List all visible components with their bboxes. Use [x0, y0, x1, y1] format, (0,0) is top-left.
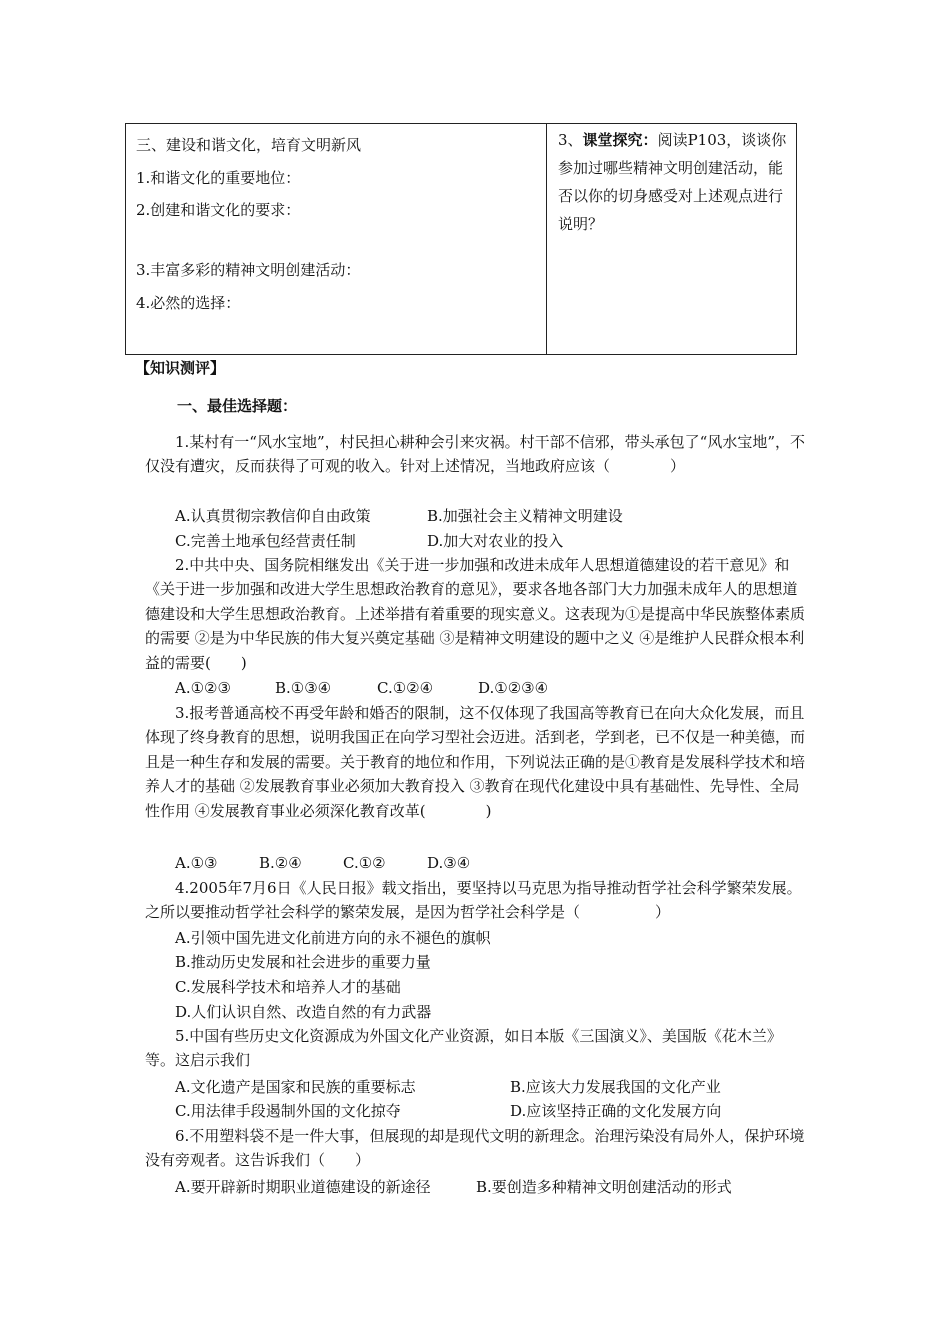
question-6: 6.不用塑料袋不是一件大事，但展现的却是现代文明的新理念。治理污染没有局外人，保护环境没有旁观者。这告诉我们（ ）	[145, 1127, 805, 1170]
option-d: D.③④	[427, 854, 471, 872]
inquiry-label: 课堂探究：	[582, 131, 658, 149]
section-title: 【知识测评】	[135, 359, 226, 377]
question-5: 5.中国有些历史文化资源成为外国文化产业资源，如日本版《三国演义》、美国版《花木兰》等。这启示我们	[145, 1027, 782, 1070]
subsection-title: 一、最佳选择题：	[177, 397, 298, 415]
inquiry-number: 3、	[558, 131, 583, 149]
option-a: A.引领中国先进文化前进方向的永不褪色的旗帜	[175, 929, 491, 947]
option-d: D.①②③④	[478, 679, 549, 697]
option-d: D.加大对农业的投入	[427, 532, 564, 550]
option-b: B.要创造多种精神文明创建活动的形式	[476, 1178, 732, 1196]
outline-item: 4.必然的选择：	[136, 294, 241, 312]
option-b: B.推动历史发展和社会进步的重要力量	[175, 953, 431, 971]
option-b: B.应该大力发展我国的文化产业	[510, 1078, 721, 1096]
question-2: 2.中共中央、国务院相继发出《关于进一步加强和改进未成年人思想道德建设的若干意见》和《关于进一步加强和改进大学生思想政治教育的意见》，要求各地各部门大力加强未成年人的思想道德建设和大学生思想政治教育。上述举措有着重要的现实意义。这表现为①是提高中华民族整体素质的需要 ②是为中华民族的伟大复兴奠定基础 ③是精神文明建设的题中之义 ④是维护人民群众根本利益的需要( )	[145, 556, 806, 672]
option-b: B.①③④	[275, 679, 332, 697]
option-b: B.②④	[259, 854, 302, 872]
option-a: A.①②③	[175, 679, 231, 697]
option-a: A.①③	[175, 854, 218, 872]
option-d: D.应该坚持正确的文化发展方向	[510, 1102, 722, 1120]
option-a: A.要开辟新时期职业道德建设的新途径	[175, 1178, 431, 1196]
outline-table	[125, 123, 797, 355]
outline-item: 3.丰富多彩的精神文明创建活动：	[136, 261, 361, 279]
option-a: A.文化遗产是国家和民族的重要标志	[175, 1078, 416, 1096]
option-c: C.用法律手段遏制外国的文化掠夺	[175, 1102, 401, 1120]
option-c: C.完善土地承包经营责任制	[175, 532, 356, 550]
table-divider	[546, 124, 547, 354]
option-d: D.人们认识自然、改造自然的有力武器	[175, 1003, 432, 1021]
option-b: B.加强社会主义精神文明建设	[427, 507, 623, 525]
outline-item: 1.和谐文化的重要地位：	[136, 169, 301, 187]
table-heading: 三、建设和谐文化，培育文明新风	[136, 136, 362, 154]
question-3: 3.报考普通高校不再受年龄和婚否的限制，这不仅体现了我国高等教育已在向大众化发展，而且体现了终身教育的思想，说明我国正在向学习型社会迈进。活到老，学到老，已不仅是一种美德，而且是一种生存和发展的需要。关于教育的地位和作用，下列说法正确的是①教育是发展科学技术和培养人才的基础 ②发展教育事业必须加大教育投入 ③教育在现代化建设中具有基础性、先导性、全局性作用 ④发展教育事业必须深化教育改革( )	[145, 704, 806, 820]
option-a: A.认真贯彻宗教信仰自由政策	[175, 507, 371, 525]
option-c: C.发展科学技术和培养人才的基础	[175, 978, 401, 996]
option-c: C.①②	[343, 854, 386, 872]
outline-item: 2.创建和谐文化的要求：	[136, 201, 301, 219]
option-c: C.①②④	[377, 679, 434, 697]
question-4: 4.2005年7月6日《人民日报》载文指出，要坚持以马克思为指导推动哲学社会科学繁荣发展。之所以要推动哲学社会科学的繁荣发展，是因为哲学社会科学是（ ）	[145, 879, 802, 922]
inquiry-text: 阅读P103，谈谈你参加过哪些精神文明创建活动，能否以你的切身感受对上述观点进行说明？	[558, 131, 787, 233]
classroom-inquiry	[558, 126, 790, 238]
question-1: 1.某村有一“风水宝地”，村民担心耕种会引来灾祸。村干部不信邪，带头承包了“风水宝地”，不仅没有遭灾，反而获得了可观的收入。针对上述情况，当地政府应该（ ）	[145, 433, 805, 476]
